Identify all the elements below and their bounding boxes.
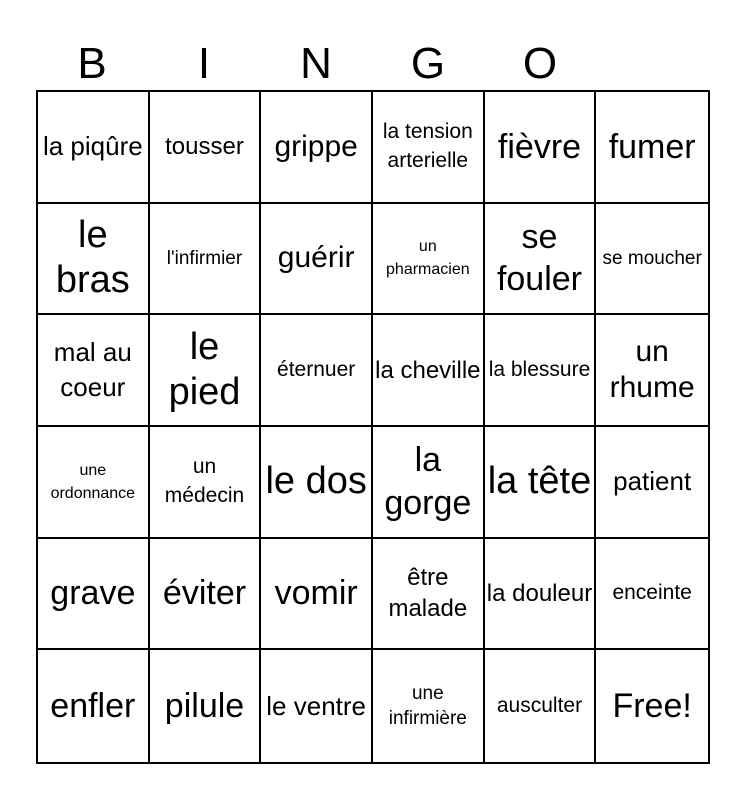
- bingo-cell[interactable]: [373, 427, 485, 539]
- cell-text: la piqûre: [42, 131, 143, 162]
- bingo-cell[interactable]: [373, 539, 485, 651]
- cell-text: la tête: [487, 460, 592, 503]
- bingo-cell[interactable]: [150, 92, 262, 204]
- bingo-cell[interactable]: [596, 204, 708, 316]
- cell-text: le bras: [55, 213, 130, 302]
- bingo-card-grid: [36, 90, 710, 764]
- cell-text: pilule: [164, 686, 245, 725]
- cell-text: ausculter: [496, 693, 583, 717]
- cell-text: éternuer: [277, 357, 356, 381]
- header-letter-i: I: [197, 39, 211, 88]
- cell-text: enceinte: [612, 581, 692, 605]
- bingo-cell[interactable]: [485, 204, 597, 316]
- cell-text: patient: [613, 466, 692, 497]
- bingo-cell[interactable]: [38, 427, 150, 539]
- cell-text: une infirmière: [388, 682, 467, 730]
- bingo-cell[interactable]: [38, 650, 150, 762]
- cell-text: le ventre: [266, 690, 367, 721]
- free-space-text: Free!: [612, 686, 692, 725]
- free-space-cell[interactable]: [596, 650, 708, 762]
- bingo-cell[interactable]: [485, 650, 597, 762]
- bingo-cell[interactable]: [38, 204, 150, 316]
- bingo-cell[interactable]: [373, 315, 485, 427]
- cell-text: le pied: [168, 325, 241, 414]
- cell-text: une ordonnance: [50, 461, 136, 502]
- cell-text: mal au coeur: [53, 337, 132, 403]
- cell-text: le dos: [265, 460, 367, 503]
- cell-text: se moucher: [602, 247, 702, 269]
- bingo-cell[interactable]: [596, 92, 708, 204]
- bingo-cell[interactable]: [150, 539, 262, 651]
- header-letter-g: G: [410, 39, 446, 88]
- bingo-cell[interactable]: [485, 539, 597, 651]
- bingo-cell[interactable]: [261, 650, 373, 762]
- bingo-cell[interactable]: [150, 427, 262, 539]
- cell-text: fumer: [608, 127, 696, 166]
- bingo-cell[interactable]: [596, 427, 708, 539]
- bingo-cell[interactable]: [485, 315, 597, 427]
- bingo-header: [36, 36, 596, 92]
- cell-text: la tension arterielle: [382, 120, 473, 172]
- cell-text: la blessure: [488, 357, 591, 381]
- cell-text: la gorge: [384, 441, 472, 522]
- cell-text: un pharmacien: [386, 238, 470, 279]
- bingo-cell[interactable]: [373, 204, 485, 316]
- cell-text: être malade: [388, 564, 468, 623]
- header-letter-b: B: [77, 39, 107, 88]
- bingo-cell[interactable]: [38, 92, 150, 204]
- cell-text: un médecin: [164, 455, 245, 507]
- bingo-cell[interactable]: [261, 315, 373, 427]
- bingo-cell[interactable]: [38, 539, 150, 651]
- bingo-cell[interactable]: [373, 92, 485, 204]
- cell-text: éviter: [162, 574, 247, 613]
- bingo-cell[interactable]: [596, 539, 708, 651]
- cell-text: la douleur: [486, 579, 593, 607]
- cell-text: se fouler: [496, 217, 583, 299]
- cell-text: grippe: [274, 129, 358, 163]
- bingo-cell[interactable]: [261, 539, 373, 651]
- cell-text: la cheville: [375, 356, 481, 384]
- cell-text: vomir: [274, 574, 358, 613]
- cell-text: un rhume: [609, 335, 695, 405]
- cell-text: tousser: [165, 133, 244, 161]
- bingo-cell[interactable]: [38, 315, 150, 427]
- cell-text: guérir: [277, 241, 355, 275]
- bingo-cell[interactable]: [485, 92, 597, 204]
- bingo-cell[interactable]: [150, 204, 262, 316]
- bingo-cell[interactable]: [261, 204, 373, 316]
- cell-text: fièvre: [497, 127, 582, 166]
- cell-text: enfler: [50, 686, 136, 725]
- bingo-cell[interactable]: [261, 427, 373, 539]
- bingo-cell[interactable]: [485, 427, 597, 539]
- bingo-cell[interactable]: [150, 315, 262, 427]
- header-letter-o: O: [522, 39, 558, 88]
- bingo-cell[interactable]: [261, 92, 373, 204]
- bingo-cell[interactable]: [150, 650, 262, 762]
- cell-text: l'infirmier: [166, 247, 243, 269]
- header-letter-n: N: [300, 39, 332, 88]
- bingo-cell[interactable]: [373, 650, 485, 762]
- bingo-cell[interactable]: [596, 315, 708, 427]
- cell-text: grave: [50, 574, 136, 613]
